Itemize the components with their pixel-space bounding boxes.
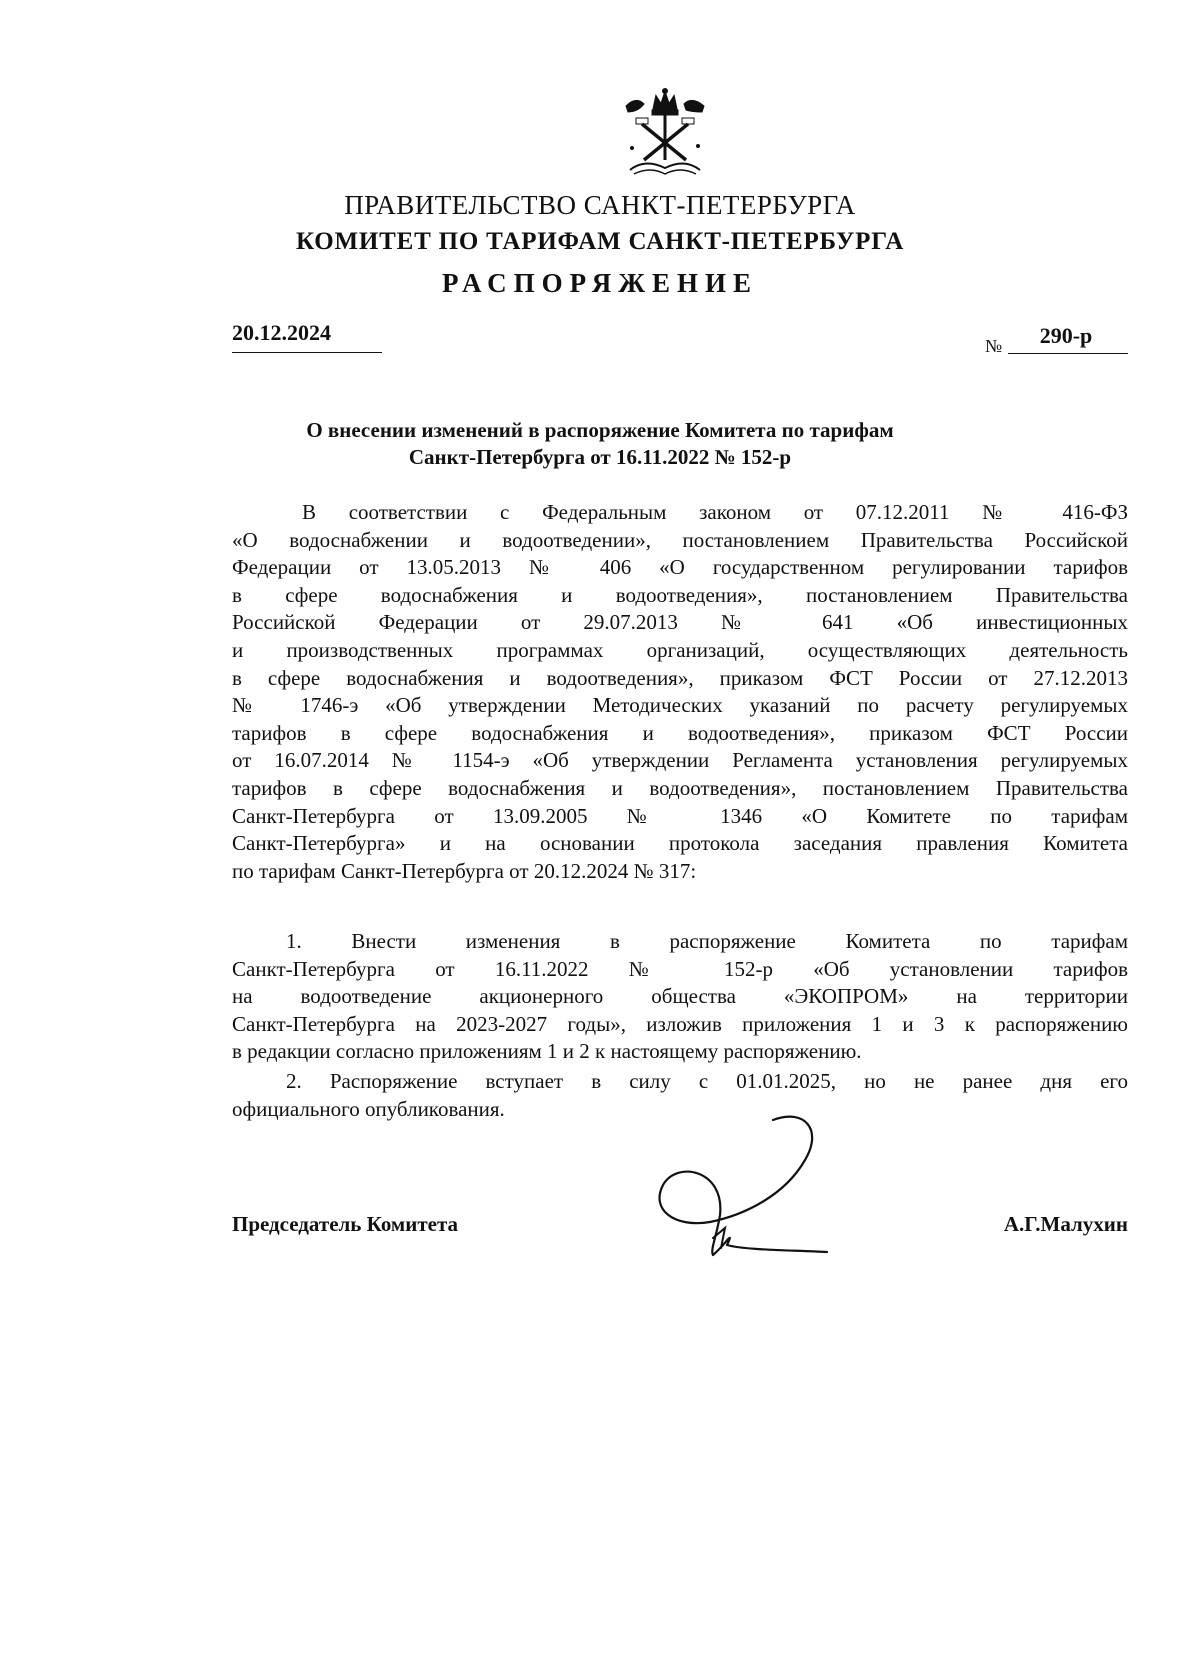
preamble-line: Федерации от 13.05.2013 № 406 «О государственном регулировании тарифов bbox=[232, 555, 1128, 580]
preamble-line: Санкт-Петербурга» и на основании протокола заседания правления Комитета bbox=[232, 831, 1128, 856]
item-1-line: на водоотведение акционерного общества «ЭКОПРОМ» на территории bbox=[232, 984, 1128, 1009]
document-type: РАСПОРЯЖЕНИЕ bbox=[441, 268, 759, 298]
handwritten-signature bbox=[655, 1110, 830, 1260]
preamble-line: № 1746-э «Об утверждении Методических указаний по расчету регулируемых bbox=[232, 693, 1128, 718]
preamble-line: В соответствии с Федеральным законом от 07.12.2011 № 416-ФЗ bbox=[302, 500, 1128, 524]
number-underline bbox=[1008, 353, 1128, 354]
committee-header: КОМИТЕТ ПО ТАРИФАМ САНКТ-ПЕТЕРБУРГА bbox=[295, 228, 905, 255]
date-underline bbox=[232, 352, 382, 353]
item-1-line: 1. Внести изменения в распоряжение Комитета по тарифам bbox=[286, 929, 1128, 953]
preamble-line: в сфере водоснабжения и водоотведения», постановлением Правительства bbox=[232, 582, 1128, 607]
coat-of-arms-emblem bbox=[620, 88, 710, 180]
item-1-line: Санкт-Петербурга от 16.11.2022 № 152-р «Об установлении тарифов bbox=[232, 956, 1128, 981]
signatory-position: Председатель Комитета bbox=[232, 1212, 459, 1236]
item-1-line: в редакции согласно приложениям 1 и 2 к настоящему распоряжению. bbox=[232, 1039, 862, 1064]
preamble-line: в сфере водоснабжения и водоотведения», приказом ФСТ России от 27.12.2013 bbox=[232, 665, 1128, 690]
preamble-line: по тарифам Санкт-Петербурга от 20.12.2024 № 317: bbox=[232, 858, 697, 883]
item-2-line: официального опубликования. bbox=[232, 1096, 505, 1121]
document-number: 290-р bbox=[1039, 323, 1093, 348]
preamble-line: Российской Федерации от 29.07.2013 № 641 «Об инвестиционных bbox=[232, 610, 1128, 635]
preamble-line: тарифов в сфере водоснабжения и водоотведения», постановлением Правительства bbox=[232, 775, 1128, 800]
document-title-line-2: Санкт-Петербурга от 16.11.2022 № 152-р bbox=[408, 445, 792, 469]
preamble-line: Санкт-Петербурга от 13.09.2005 № 1346 «О Комитете по тарифам bbox=[232, 803, 1128, 828]
government-header: ПРАВИТЕЛЬСТВО САНКТ-ПЕТЕРБУРГА bbox=[344, 190, 856, 220]
preamble-line: и производственных программах организаций, осуществляющих деятельность bbox=[232, 637, 1128, 662]
item-1-line: Санкт-Петербурга на 2023-2027 годы», изложив приложения 1 и 3 к распоряжению bbox=[232, 1011, 1128, 1036]
item-2-line: 2. Распоряжение вступает в силу с 01.01.2025, но не ранее дня его bbox=[286, 1069, 1128, 1093]
item-1-paragraph bbox=[232, 928, 1128, 1066]
preamble-paragraph bbox=[232, 499, 1128, 885]
signatory-name: А.Г.Малухин bbox=[1003, 1212, 1128, 1236]
preamble-line: тарифов в сфере водоснабжения и водоотведения», приказом ФСТ России bbox=[232, 720, 1128, 745]
preamble-line: «О водоснабжении и водоотведении», постановлением Правительства Российской bbox=[232, 527, 1128, 552]
document-title-line-1: О внесении изменений в распоряжение Комитета по тарифам bbox=[306, 418, 894, 442]
preamble-line: от 16.07.2014 № 1154-э «Об утверждении Регламента установления регулируемых bbox=[232, 748, 1128, 773]
document-date: 20.12.2024 bbox=[232, 320, 331, 345]
number-prefix: № bbox=[985, 336, 1003, 356]
